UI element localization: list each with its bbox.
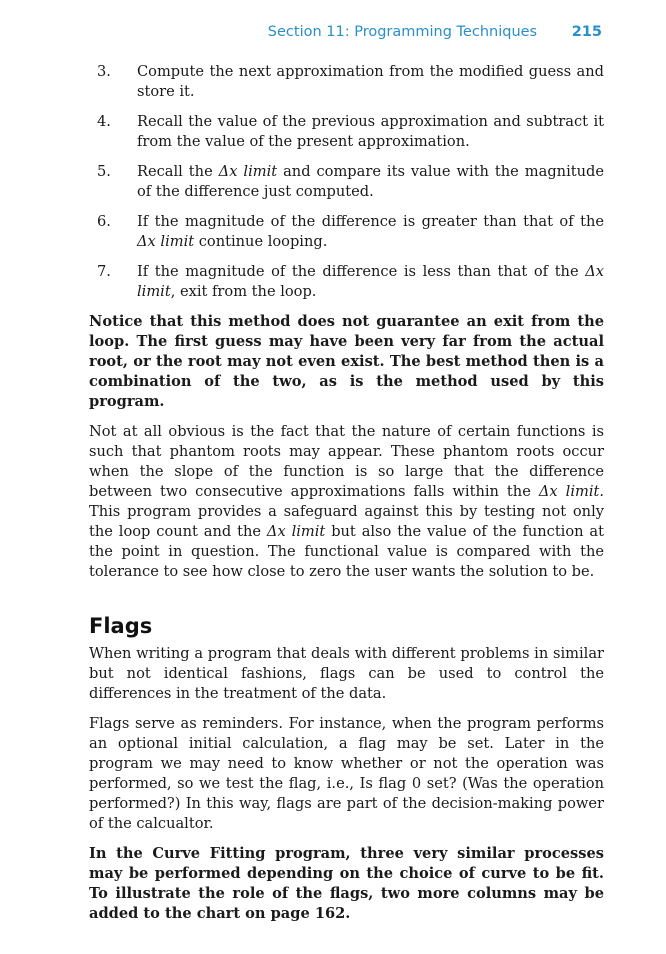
- step-number: 5.: [97, 163, 111, 180]
- step-text: Compute the next approximation from the modified guess and store it.: [137, 63, 604, 100]
- page-body: [89, 62, 604, 934]
- flags-intro-paragraph: When writing a program that deals with different problems in similar but not identical fashions, flags can be used to control the differences in the treatment of the data.: [89, 645, 604, 702]
- step-number: 7.: [97, 263, 111, 280]
- step-text: If the magnitude of the difference is less than that of the Δx limit, exit from the loop.: [137, 263, 604, 300]
- flags-heading: Flags: [89, 614, 153, 638]
- step-number: 3.: [97, 63, 111, 80]
- list-item: [89, 62, 604, 102]
- page-header: [0, 24, 602, 40]
- list-item: [89, 162, 604, 202]
- step-number: 4.: [97, 113, 111, 130]
- section-title: Section 11: Programming Techniques: [267, 24, 538, 40]
- phantom-roots-paragraph: Not at all obvious is the fact that the nature of certain functions is such that phantom roots may appear. These phantom roots occur when the slope of the function is so large that the difference between two consecutive approximations falls within the Δx limit. This program provides a safeguard against this by testing not only the loop count and the Δx limit but also the value of the function at the point in question. The functional value is compared with the tolerance to see how close to zero the user wants the solution to be.: [89, 423, 604, 580]
- page-number: 215: [571, 24, 602, 40]
- step-number: 6.: [97, 213, 111, 230]
- list-item: [89, 212, 604, 252]
- list-item: [89, 262, 604, 302]
- list-item: [89, 112, 604, 152]
- step-text: Recall the value of the previous approximation and subtract it from the value of the present approximation.: [137, 113, 604, 150]
- notice-paragraph: Notice that this method does not guarantee an exit from the loop. The first guess may have been very far from the actual root, or the root may not even exist. The best method then is a combination of the two, as is the method used by this program.: [89, 313, 604, 410]
- step-text: Recall the Δx limit and compare its value with the magnitude of the difference just computed.: [137, 163, 604, 200]
- step-text: If the magnitude of the difference is greater than that of the Δx limit continue looping.: [137, 213, 604, 250]
- flags-reminder-paragraph: Flags serve as reminders. For instance, when the program performs an optional initial calculation, a flag may be set. Later in the program we may need to know whether or not the operation was performed, so we test the flag, i.e., Is flag 0 set? (Was the operation performed?) In this way, flags are part of the decision-making power of the calcualtor.: [89, 715, 604, 832]
- curve-fitting-paragraph: In the Curve Fitting program, three very similar processes may be performed depending on the choice of curve to be fit. To illustrate the role of the flags, two more columns may be added to the chart on page 162.: [89, 845, 604, 922]
